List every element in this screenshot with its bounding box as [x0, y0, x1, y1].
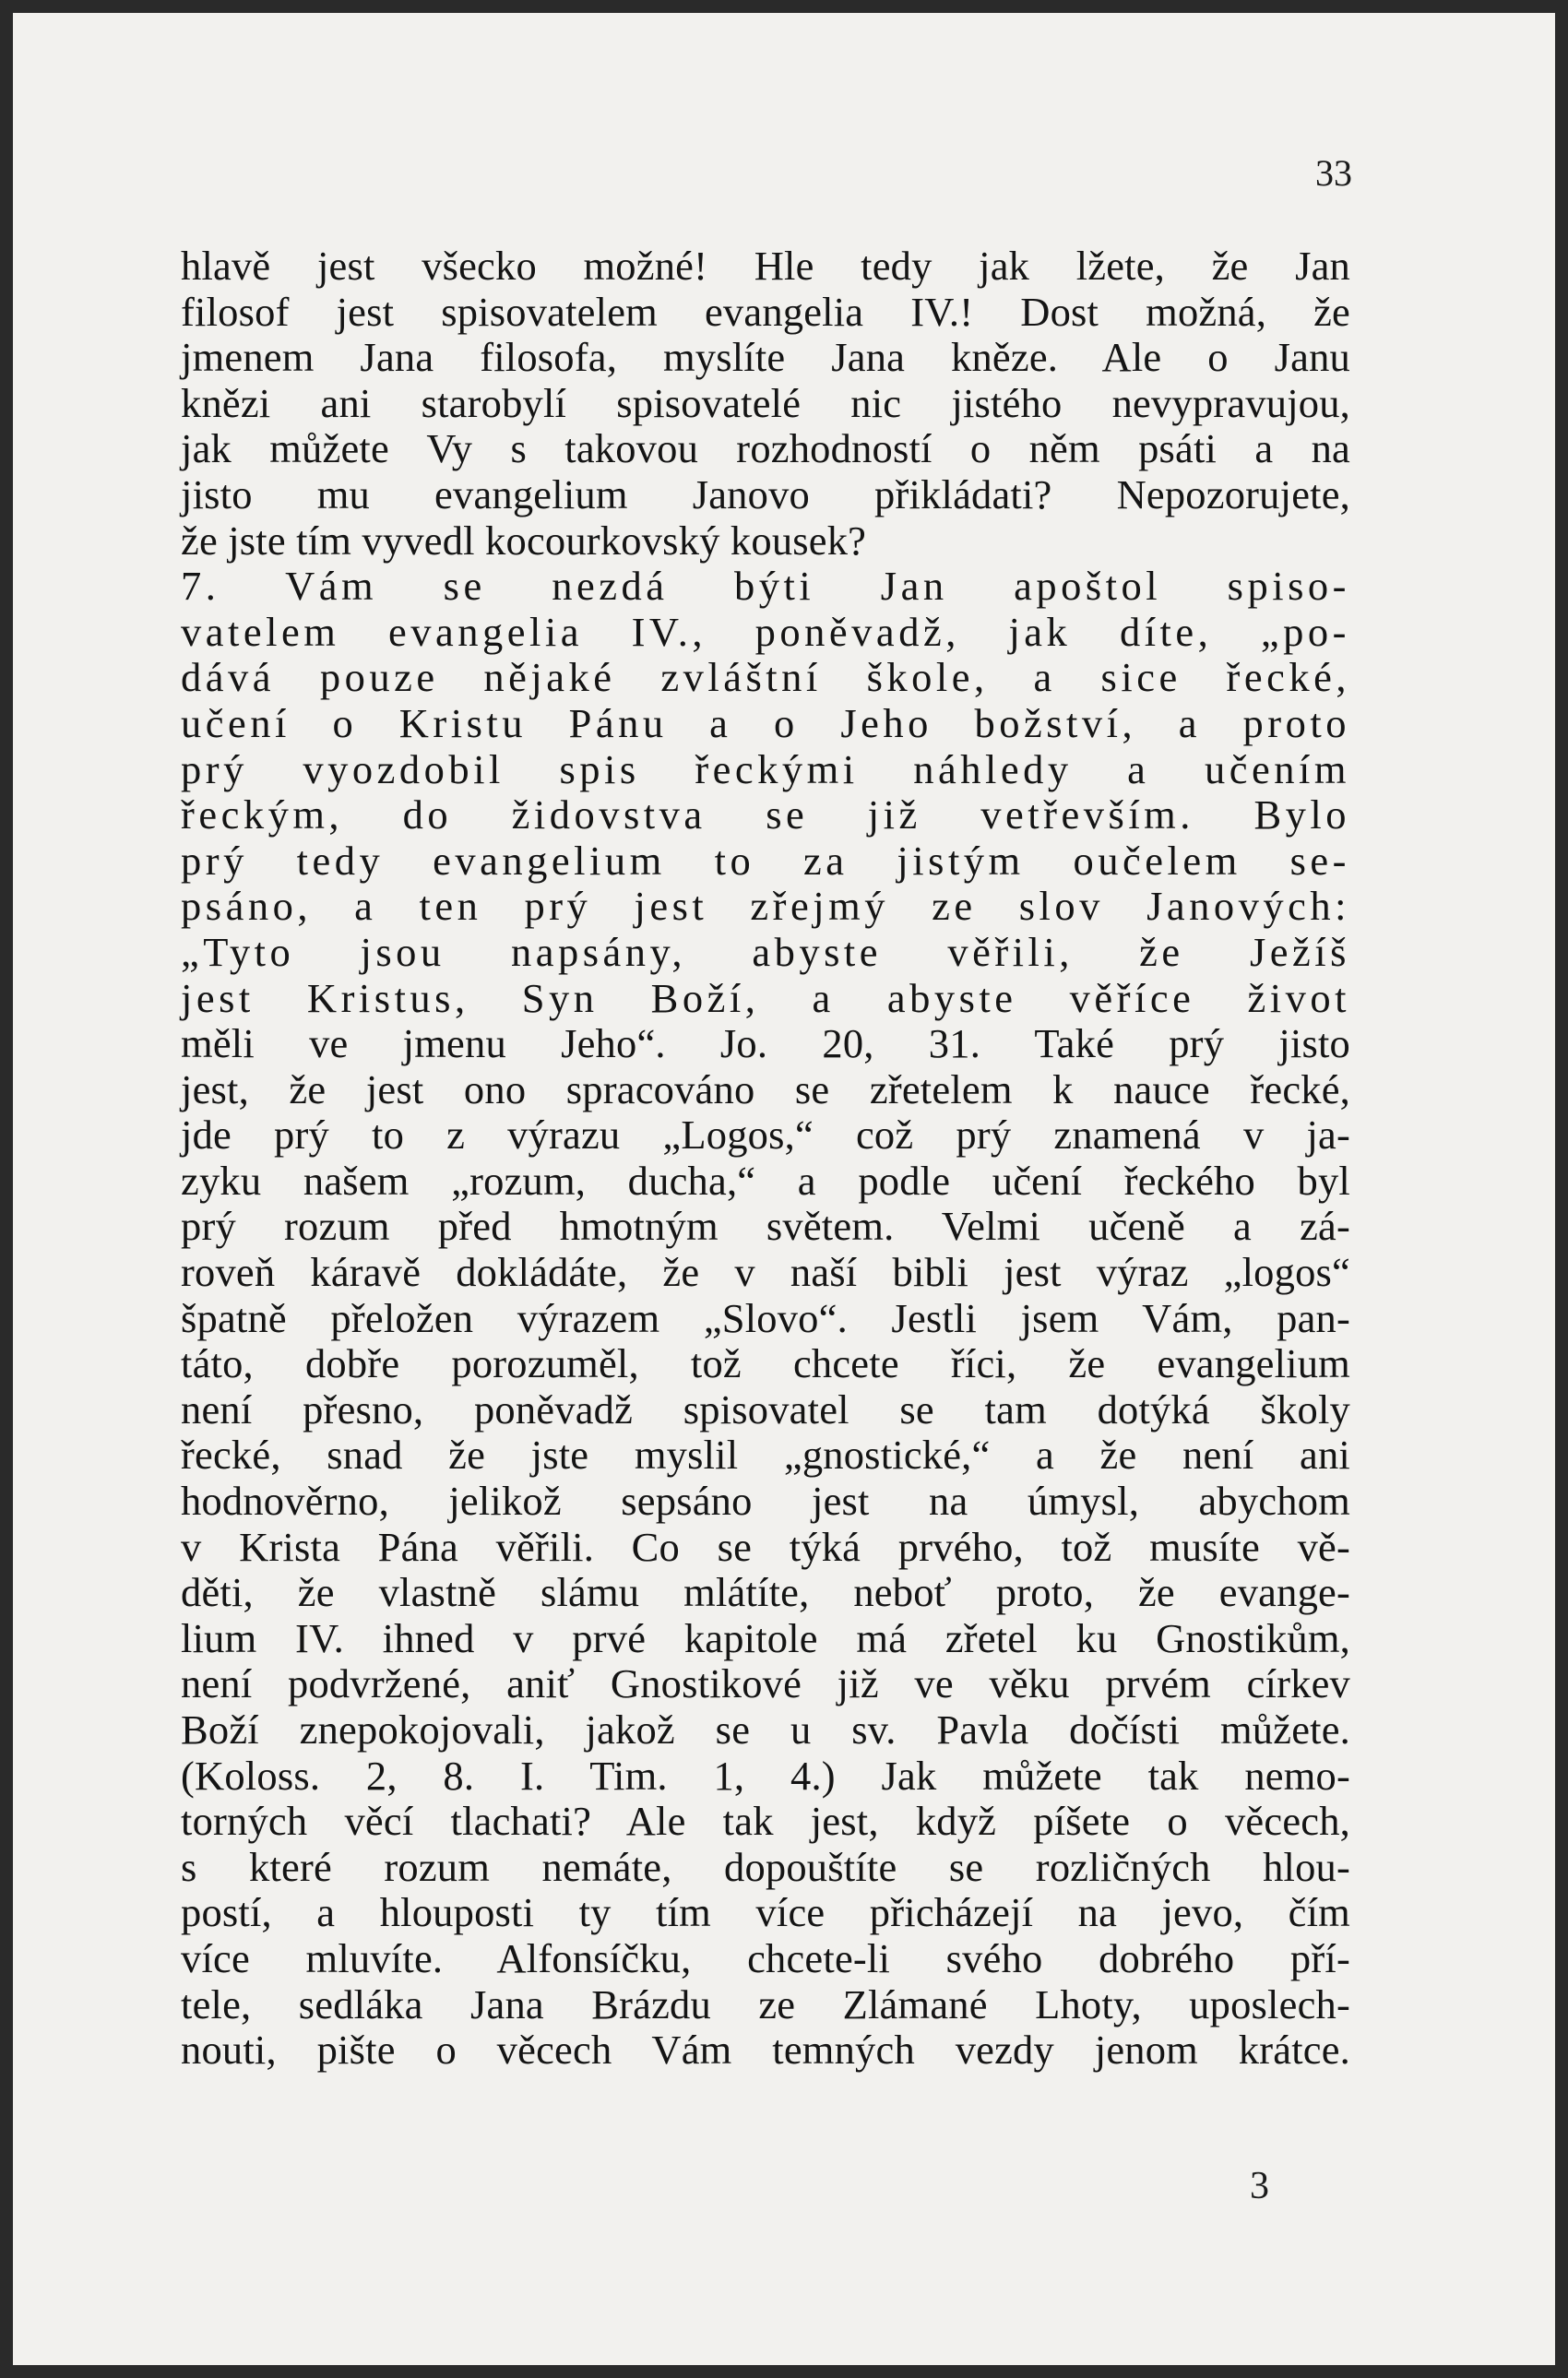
text-line: Boží znepokojovali, jakož se u sv. Pavla dočísti můžete.: [181, 1706, 1350, 1753]
text-line: tele, sedláka Jana Brázdu ze Zlámané Lhoty, uposlech-: [181, 1980, 1350, 2027]
text-line: lium IV. ihned v prvé kapitole má zřetel ku Gnostikům,: [181, 1614, 1350, 1661]
text-line: prý rozum před hmotným světem. Velmi učeně a zá-: [181, 1203, 1350, 1250]
text-line: (Koloss. 2, 8. I. Tim. 1, 4.) Jak můžete tak nemo-: [181, 1752, 1350, 1799]
text-line: více mluvíte. Alfonsíčku, chcete-li svého dobrého pří-: [181, 1934, 1350, 1981]
text-line: jisto mu evangelium Janovo přikládati? Nepozorujete,: [181, 470, 1350, 517]
text-line: jest Kristus, Syn Boží, a abyste věříce život: [181, 974, 1350, 1021]
text-line: hodnověrno, jelikož sepsáno jest na úmysl, abychom: [181, 1478, 1350, 1525]
text-line: jest, že jest ono spracováno se zřetelem k nauce řecké,: [181, 1065, 1350, 1112]
text-line: jde prý to z výrazu „Logos,“ což prý znamená v ja-: [181, 1112, 1350, 1159]
text-line: hlavě jest všecko možné! Hle tedy jak lžete, že Jan: [181, 243, 1350, 289]
text-line: jak můžete Vy s takovou rozhodností o něm psáti a na: [181, 425, 1350, 472]
text-line: s které rozum nemáte, dopouštíte se rozličných hlou-: [181, 1843, 1350, 1890]
text-line: v Krista Pána věřili. Co se týká prvého, tož musíte vě-: [181, 1523, 1350, 1570]
text-line: řecké, snad že jste myslil „gnostické,“ a že není ani: [181, 1432, 1350, 1479]
text-line: táto, dobře porozuměl, tož chcete říci, že evangelium: [181, 1340, 1350, 1387]
text-line: špatně přeložen výrazem „Slovo“. Jestli jsem Vám, pan-: [181, 1294, 1350, 1341]
text-line: měli ve jmenu Jeho“. Jo. 20, 31. Také prý jisto: [181, 1020, 1350, 1067]
text-line: knězi ani starobylí spisovatelé nic jistého nevypravujou,: [181, 379, 1350, 426]
text-line: že jste tím vyvedl kocourkovský kousek?: [181, 517, 867, 564]
text-line: není podvržené, aniť Gnostikové již ve věku prvém církev: [181, 1660, 1350, 1707]
text-line: děti, že vlastně slámu mlátíte, neboť proto, že evange-: [181, 1569, 1350, 1616]
text-line: postí, a hlouposti ty tím více přicházejí na jevo, čím: [181, 1889, 1350, 1936]
text-line: prý tedy evangelium to za jistým oučelem se-: [181, 837, 1350, 884]
page-number: 33: [1315, 152, 1352, 194]
text-line: učení o Kristu Pánu a o Jeho božství, a proto: [181, 699, 1350, 746]
text-line: není přesno, poněvadž spisovatel se tam dotýká školy: [181, 1385, 1350, 1433]
text-line: dává pouze nějaké zvláštní škole, a sice řecké,: [181, 654, 1350, 701]
text-line: prý vyozdobil spis řeckými náhledy a učením: [181, 745, 1350, 792]
text-line: nouti, pište o věcech Vám temných vezdy jenom krátce.: [181, 2027, 1350, 2074]
text-line: zyku našem „rozum, ducha,“ a podle učení řeckého byl: [181, 1157, 1350, 1204]
text-line: vatelem evangelia IV., poněvadž, jak díte, „po-: [181, 608, 1350, 655]
text-line: řeckým, do židovstva se již vetřevším. Bylo: [181, 791, 1350, 838]
text-line: roveň káravě dokládáte, že v naší bibli jest výraz „logos“: [181, 1249, 1350, 1296]
body-text: [181, 244, 1350, 2074]
text-line: filosof jest spisovatelem evangelia IV.! Dost možná, že: [181, 288, 1350, 335]
text-line: jmenem Jana filosofa, myslíte Jana kněze. Ale o Janu: [181, 334, 1350, 381]
text-line: 7. Vám se nezdá býti Jan apoštol spiso-: [181, 563, 1350, 610]
book-page: [13, 13, 1555, 2365]
text-line: „Tyto jsou napsány, abyste věřili, že Ježíš: [181, 928, 1350, 975]
text-line: psáno, a ten prý jest zřejmý ze slov Janových:: [181, 883, 1350, 930]
signature-mark: 3: [1250, 2165, 1269, 2207]
text-line: torných věcí tlachati? Ale tak jest, když píšete o věcech,: [181, 1798, 1350, 1845]
